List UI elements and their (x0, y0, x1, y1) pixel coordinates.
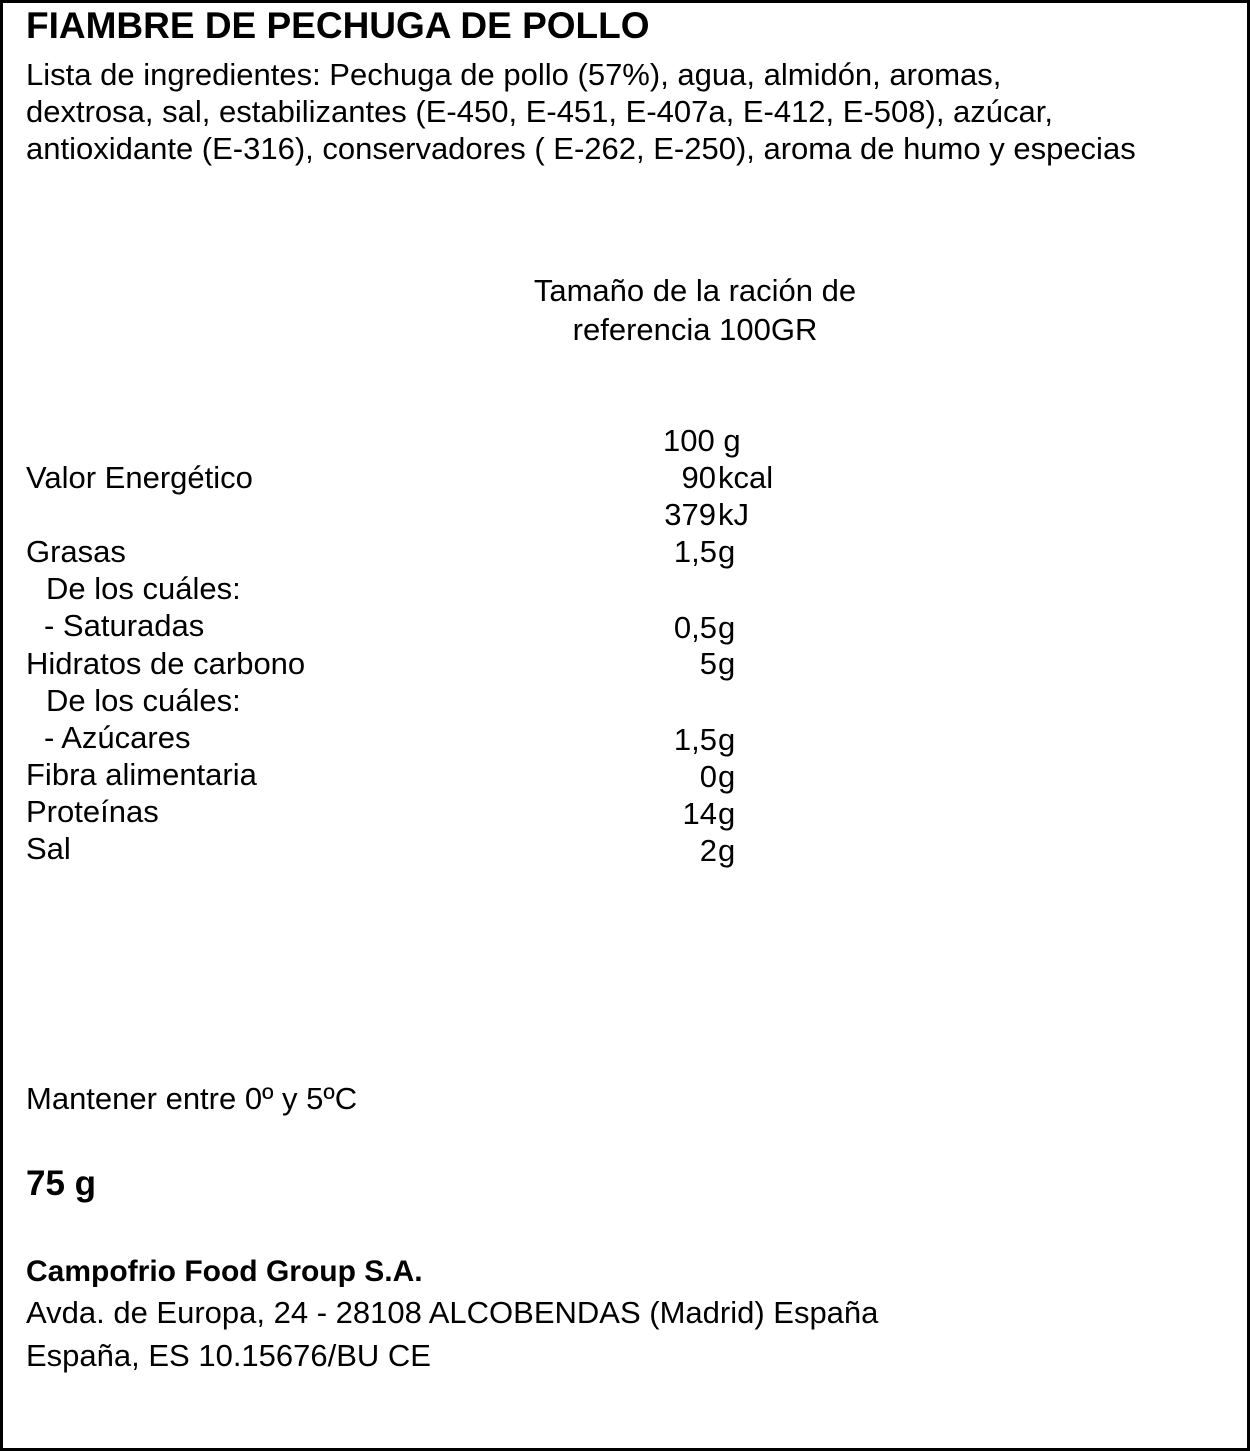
serving-size-line-2: referencia 100GR (572, 312, 818, 347)
nutrition-row-value: 5 (699, 646, 717, 681)
nutrition-row-label: Proteínas (26, 794, 159, 829)
nutrition-row-unit: kJ (718, 497, 749, 532)
nutrition-row-label: Fibra alimentaria (26, 757, 257, 792)
net-weight: 75 g (26, 1164, 97, 1203)
nutrition-row-label: De los cuáles: (46, 683, 241, 718)
nutrition-row-value: 0,5 (673, 610, 717, 645)
nutrition-row-label: Valor Energético (26, 460, 253, 495)
ingredients-line-1: Lista de ingredientes: Pechuga de pollo (57%), agua, almidón, aromas, (26, 57, 1002, 92)
nutrition-row-value: 1,5 (673, 722, 717, 757)
nutrition-row-value: 2 (699, 833, 717, 868)
nutrition-column-header: 100 g (663, 423, 741, 458)
nutrition-row-unit: kcal (718, 460, 774, 495)
nutrition-row-unit: g (718, 610, 736, 645)
nutrition-row-value: 0 (699, 759, 717, 794)
nutrition-row-label: - Saturadas (44, 608, 205, 643)
company-address: Avda. de Europa, 24 - 28108 ALCOBENDAS (Madrid) España (26, 1295, 879, 1330)
serving-size-line-1: Tamaño de la ración de (533, 273, 857, 308)
nutrition-row-unit: g (718, 759, 736, 794)
nutrition-row-value: 1,5 (673, 534, 717, 569)
nutrition-row-label: De los cuáles: (46, 571, 241, 606)
ingredients-line-3: antioxidante (E-316), conservadores ( E-262, E-250), aroma de humo y especias (26, 131, 1136, 166)
nutrition-row-label: - Azúcares (44, 720, 191, 755)
product-title: FIAMBRE DE PECHUGA DE POLLO (26, 5, 650, 46)
nutrition-row-label: Grasas (26, 534, 126, 569)
storage-instructions: Mantener entre 0º y 5ºC (26, 1081, 358, 1116)
company-name: Campofrio Food Group S.A. (26, 1255, 423, 1288)
nutrition-row-unit: g (718, 833, 736, 868)
nutrition-row-label: Hidratos de carbono (26, 646, 306, 681)
nutrition-row-unit: g (718, 646, 736, 681)
nutrition-row-value: 14 (682, 796, 717, 831)
ingredients-line-2: dextrosa, sal, estabilizantes (E-450, E-451, E-407a, E-412, E-508), azúcar, (26, 94, 1053, 129)
nutrition-row-value: 90 (681, 460, 716, 495)
company-registry: España, ES 10.15676/BU CE (26, 1338, 431, 1373)
nutrition-row-value: 379 (664, 497, 716, 532)
nutrition-row-unit: g (718, 722, 736, 757)
nutrition-row-label: Sal (26, 831, 71, 866)
nutrition-row-unit: g (718, 796, 736, 831)
nutrition-row-unit: g (718, 534, 736, 569)
